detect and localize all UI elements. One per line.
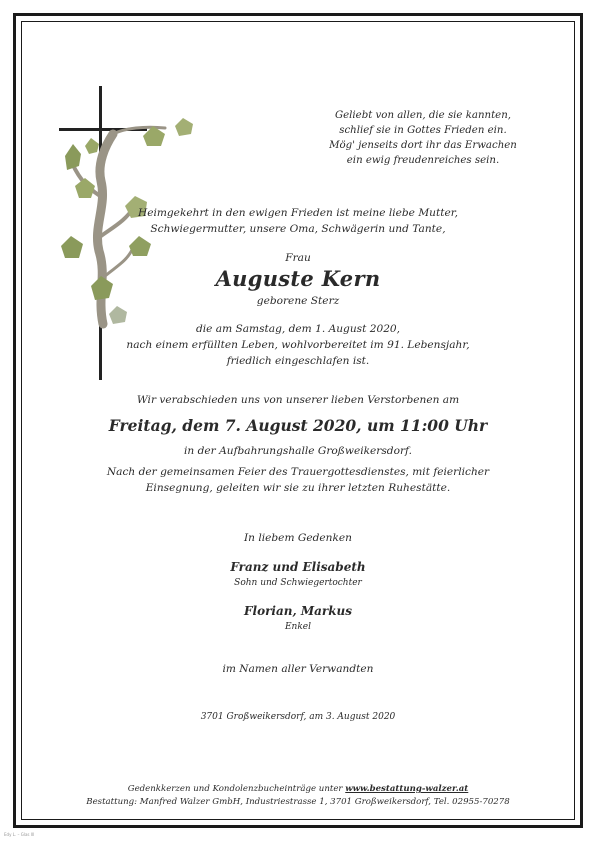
- poem-line: schlief sie in Gottes Frieden ein.: [339, 125, 507, 136]
- farewell-intro: Wir verabschieden uns von unserer lieben Verstorbenen am: [136, 394, 460, 406]
- ceremony-text: [0, 464, 596, 496]
- poem-line: Geliebt von allen, die sie kannten,: [334, 110, 511, 121]
- poem-line: Mög' jenseits dort ihr das Erwachen: [329, 140, 517, 151]
- death-info-line: nach einem erfüllten Leben, wohlvorbereitet im 91. Lebensjahr,: [126, 339, 470, 351]
- website-link[interactable]: www.bestattung-walzer.at: [345, 784, 469, 794]
- intro-line: Heimgekehrt in den ewigen Frieden ist meine liebe Mutter,: [137, 207, 459, 219]
- poem-block: [318, 108, 528, 168]
- footer-line-2: Bestattung: Manfred Walzer GmbH, Industriestrasse 1, 3701 Großweikersdorf, Tel. 02955-70278: [86, 797, 510, 807]
- poem-line: ein ewig freudenreiches sein.: [346, 155, 500, 166]
- intro-line: Schwiegermutter, unsere Oma, Schwägerin und Tante,: [150, 223, 446, 235]
- relatives-text: im Namen aller Verwandten: [222, 663, 374, 675]
- funeral-location: in der Aufbahrungshalle Großweikersdorf.: [184, 445, 412, 457]
- birth-name: geborene Sterz: [256, 295, 340, 307]
- corner-note: Edy L. – Glas III: [4, 832, 35, 837]
- mourner-relation: Enkel: [284, 622, 312, 632]
- memory-text: In liebem Gedenken: [243, 532, 352, 544]
- mourner-relation: Sohn und Schwiegertochter: [234, 578, 362, 588]
- intro-text: [0, 205, 596, 237]
- death-info-line: friedlich eingeschlafen ist.: [226, 355, 370, 367]
- death-info: [0, 321, 596, 369]
- death-info-line: die am Samstag, dem 1. August 2020,: [195, 323, 401, 335]
- place-date: 3701 Großweikersdorf, am 3. August 2020: [200, 712, 396, 722]
- mourner-name: Florian, Markus: [244, 604, 352, 618]
- mourner-name: Franz und Elisabeth: [230, 560, 366, 574]
- footer: [0, 783, 596, 809]
- ceremony-line: Einsegnung, geleiten wir sie zu ihrer letzten Ruhestätte.: [145, 482, 451, 494]
- salutation: Frau: [285, 252, 311, 264]
- deceased-name: Auguste Kern: [215, 266, 381, 291]
- footer-prefix: Gedenkkerzen und Kondolenzbucheinträge unter: [127, 784, 343, 794]
- footer-line-1: [0, 783, 596, 796]
- ceremony-line: Nach der gemeinsamen Feier des Trauergottesdienstes, mit feierlicher: [106, 466, 490, 478]
- funeral-date: Freitag, dem 7. August 2020, um 11:00 Uhr: [108, 416, 488, 435]
